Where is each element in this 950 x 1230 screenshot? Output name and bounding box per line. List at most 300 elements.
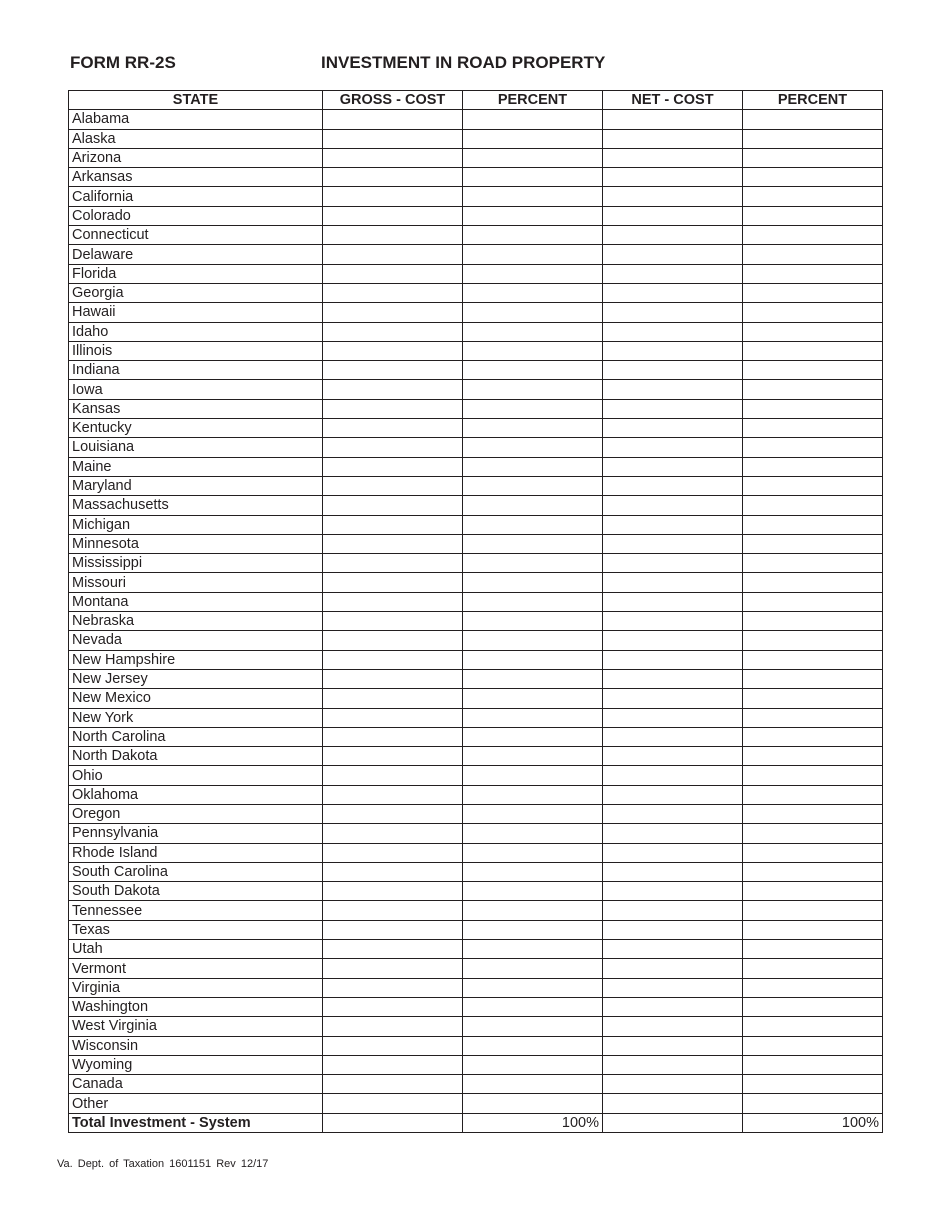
net-cost-cell[interactable] xyxy=(603,785,743,804)
net-percent-cell[interactable] xyxy=(743,920,883,939)
net-percent-cell[interactable] xyxy=(743,631,883,650)
net-percent-cell[interactable] xyxy=(743,1036,883,1055)
total-net-cost-cell[interactable] xyxy=(603,1113,743,1132)
gross-cost-cell[interactable] xyxy=(323,1075,463,1094)
gross-cost-cell[interactable] xyxy=(323,322,463,341)
gross-percent-cell[interactable] xyxy=(463,573,603,592)
net-cost-cell[interactable] xyxy=(603,882,743,901)
net-cost-cell[interactable] xyxy=(603,554,743,573)
gross-percent-cell[interactable] xyxy=(463,747,603,766)
net-percent-cell[interactable] xyxy=(743,129,883,148)
gross-cost-cell[interactable] xyxy=(323,515,463,534)
net-percent-cell[interactable] xyxy=(743,341,883,360)
net-cost-cell[interactable] xyxy=(603,920,743,939)
gross-percent-cell[interactable] xyxy=(463,1055,603,1074)
gross-cost-cell[interactable] xyxy=(323,554,463,573)
gross-cost-cell[interactable] xyxy=(323,476,463,495)
table-row xyxy=(69,457,883,476)
table-row xyxy=(69,419,883,438)
net-percent-cell[interactable] xyxy=(743,978,883,997)
table-row xyxy=(69,264,883,283)
gross-percent-cell[interactable] xyxy=(463,940,603,959)
state-name: South Dakota xyxy=(69,882,323,901)
net-cost-cell[interactable] xyxy=(603,862,743,881)
gross-percent-cell[interactable] xyxy=(463,457,603,476)
table-row xyxy=(69,843,883,862)
net-percent-cell[interactable] xyxy=(743,708,883,727)
gross-percent-cell[interactable] xyxy=(463,187,603,206)
table-row xyxy=(69,631,883,650)
state-name: Louisiana xyxy=(69,438,323,457)
table-row xyxy=(69,727,883,746)
gross-cost-cell[interactable] xyxy=(323,612,463,631)
gross-cost-cell[interactable] xyxy=(323,110,463,129)
col-header-net-percent: PERCENT xyxy=(743,91,883,110)
state-name: Alaska xyxy=(69,129,323,148)
table-row xyxy=(69,496,883,515)
net-cost-cell[interactable] xyxy=(603,997,743,1016)
net-percent-cell[interactable] xyxy=(743,380,883,399)
table-row xyxy=(69,920,883,939)
net-cost-cell[interactable] xyxy=(603,689,743,708)
state-name: Kansas xyxy=(69,399,323,418)
net-percent-cell[interactable] xyxy=(743,438,883,457)
gross-cost-cell[interactable] xyxy=(323,959,463,978)
net-percent-cell[interactable] xyxy=(743,1075,883,1094)
table-row xyxy=(69,438,883,457)
net-percent-cell[interactable] xyxy=(743,766,883,785)
gross-percent-cell[interactable] xyxy=(463,959,603,978)
net-cost-cell[interactable] xyxy=(603,592,743,611)
gross-cost-cell[interactable] xyxy=(323,978,463,997)
total-gross-cost-cell[interactable] xyxy=(323,1113,463,1132)
net-percent-cell[interactable] xyxy=(743,361,883,380)
net-percent-cell[interactable] xyxy=(743,592,883,611)
net-cost-cell[interactable] xyxy=(603,747,743,766)
net-cost-cell[interactable] xyxy=(603,168,743,187)
gross-percent-cell[interactable] xyxy=(463,920,603,939)
gross-percent-cell[interactable] xyxy=(463,399,603,418)
state-name: New Jersey xyxy=(69,669,323,688)
net-cost-cell[interactable] xyxy=(603,476,743,495)
gross-cost-cell[interactable] xyxy=(323,920,463,939)
col-header-gross-cost: GROSS - COST xyxy=(323,91,463,110)
gross-cost-cell[interactable] xyxy=(323,747,463,766)
net-cost-cell[interactable] xyxy=(603,631,743,650)
net-cost-cell[interactable] xyxy=(603,419,743,438)
table-row xyxy=(69,322,883,341)
net-percent-cell[interactable] xyxy=(743,862,883,881)
gross-cost-cell[interactable] xyxy=(323,804,463,823)
gross-cost-cell[interactable] xyxy=(323,129,463,148)
gross-cost-cell[interactable] xyxy=(323,399,463,418)
net-percent-cell[interactable] xyxy=(743,283,883,302)
col-header-state: STATE xyxy=(69,91,323,110)
net-cost-cell[interactable] xyxy=(603,1017,743,1036)
gross-cost-cell[interactable] xyxy=(323,380,463,399)
net-percent-cell[interactable] xyxy=(743,901,883,920)
gross-cost-cell[interactable] xyxy=(323,148,463,167)
gross-percent-cell[interactable] xyxy=(463,824,603,843)
gross-cost-cell[interactable] xyxy=(323,997,463,1016)
gross-cost-cell[interactable] xyxy=(323,882,463,901)
gross-percent-cell[interactable] xyxy=(463,843,603,862)
net-percent-cell[interactable] xyxy=(743,824,883,843)
gross-cost-cell[interactable] xyxy=(323,901,463,920)
gross-percent-cell[interactable] xyxy=(463,1036,603,1055)
gross-percent-cell[interactable] xyxy=(463,901,603,920)
state-name: Massachusetts xyxy=(69,496,323,515)
net-cost-cell[interactable] xyxy=(603,534,743,553)
net-cost-cell[interactable] xyxy=(603,322,743,341)
gross-cost-cell[interactable] xyxy=(323,1094,463,1113)
state-name: Nevada xyxy=(69,631,323,650)
net-percent-cell[interactable] xyxy=(743,573,883,592)
net-cost-cell[interactable] xyxy=(603,264,743,283)
state-name: Wyoming xyxy=(69,1055,323,1074)
net-cost-cell[interactable] xyxy=(603,283,743,302)
gross-percent-cell[interactable] xyxy=(463,978,603,997)
table-row xyxy=(69,341,883,360)
state-name: South Carolina xyxy=(69,862,323,881)
state-name: New Hampshire xyxy=(69,650,323,669)
net-percent-cell[interactable] xyxy=(743,843,883,862)
net-cost-cell[interactable] xyxy=(603,496,743,515)
net-percent-cell[interactable] xyxy=(743,457,883,476)
net-cost-cell[interactable] xyxy=(603,457,743,476)
net-percent-cell[interactable] xyxy=(743,1094,883,1113)
net-cost-cell[interactable] xyxy=(603,766,743,785)
gross-cost-cell[interactable] xyxy=(323,534,463,553)
gross-cost-cell[interactable] xyxy=(323,573,463,592)
gross-percent-cell[interactable] xyxy=(463,148,603,167)
net-cost-cell[interactable] xyxy=(603,148,743,167)
gross-percent-cell[interactable] xyxy=(463,1075,603,1094)
net-percent-cell[interactable] xyxy=(743,187,883,206)
gross-cost-cell[interactable] xyxy=(323,631,463,650)
state-name: Washington xyxy=(69,997,323,1016)
gross-cost-cell[interactable] xyxy=(323,669,463,688)
net-percent-cell[interactable] xyxy=(743,689,883,708)
net-percent-cell[interactable] xyxy=(743,399,883,418)
net-cost-cell[interactable] xyxy=(603,303,743,322)
net-cost-cell[interactable] xyxy=(603,226,743,245)
table-row xyxy=(69,226,883,245)
gross-cost-cell[interactable] xyxy=(323,766,463,785)
gross-cost-cell[interactable] xyxy=(323,1017,463,1036)
gross-cost-cell[interactable] xyxy=(323,245,463,264)
state-name: Missouri xyxy=(69,573,323,592)
gross-cost-cell[interactable] xyxy=(323,862,463,881)
net-cost-cell[interactable] xyxy=(603,669,743,688)
table-row xyxy=(69,1017,883,1036)
net-percent-cell[interactable] xyxy=(743,245,883,264)
state-name: Tennessee xyxy=(69,901,323,920)
gross-cost-cell[interactable] xyxy=(323,824,463,843)
table-row xyxy=(69,303,883,322)
net-percent-cell[interactable] xyxy=(743,419,883,438)
gross-cost-cell[interactable] xyxy=(323,592,463,611)
gross-percent-cell[interactable] xyxy=(463,496,603,515)
net-cost-cell[interactable] xyxy=(603,206,743,225)
gross-percent-cell[interactable] xyxy=(463,1017,603,1036)
net-percent-cell[interactable] xyxy=(743,747,883,766)
gross-percent-cell[interactable] xyxy=(463,303,603,322)
net-percent-cell[interactable] xyxy=(743,206,883,225)
net-percent-cell[interactable] xyxy=(743,515,883,534)
gross-percent-cell[interactable] xyxy=(463,283,603,302)
net-percent-cell[interactable] xyxy=(743,148,883,167)
gross-percent-cell[interactable] xyxy=(463,766,603,785)
gross-percent-cell[interactable] xyxy=(463,110,603,129)
gross-cost-cell[interactable] xyxy=(323,168,463,187)
net-cost-cell[interactable] xyxy=(603,129,743,148)
net-cost-cell[interactable] xyxy=(603,708,743,727)
state-name: Rhode Island xyxy=(69,843,323,862)
gross-percent-cell[interactable] xyxy=(463,669,603,688)
state-name: Ohio xyxy=(69,766,323,785)
state-name: Canada xyxy=(69,1075,323,1094)
net-cost-cell[interactable] xyxy=(603,399,743,418)
gross-percent-cell[interactable] xyxy=(463,341,603,360)
state-name: New Mexico xyxy=(69,689,323,708)
net-percent-cell[interactable] xyxy=(743,476,883,495)
col-header-net-cost: NET - COST xyxy=(603,91,743,110)
state-name: Hawaii xyxy=(69,303,323,322)
total-gross-percent: 100% xyxy=(463,1113,603,1132)
net-cost-cell[interactable] xyxy=(603,978,743,997)
gross-percent-cell[interactable] xyxy=(463,804,603,823)
net-percent-cell[interactable] xyxy=(743,554,883,573)
net-cost-cell[interactable] xyxy=(603,361,743,380)
net-cost-cell[interactable] xyxy=(603,341,743,360)
table-row xyxy=(69,592,883,611)
net-cost-cell[interactable] xyxy=(603,959,743,978)
net-percent-cell[interactable] xyxy=(743,997,883,1016)
gross-percent-cell[interactable] xyxy=(463,997,603,1016)
net-percent-cell[interactable] xyxy=(743,612,883,631)
col-header-gross-percent: PERCENT xyxy=(463,91,603,110)
net-percent-cell[interactable] xyxy=(743,882,883,901)
state-name: Maryland xyxy=(69,476,323,495)
net-percent-cell[interactable] xyxy=(743,785,883,804)
net-cost-cell[interactable] xyxy=(603,187,743,206)
gross-percent-cell[interactable] xyxy=(463,708,603,727)
table-row xyxy=(69,689,883,708)
gross-percent-cell[interactable] xyxy=(463,862,603,881)
net-percent-cell[interactable] xyxy=(743,650,883,669)
net-cost-cell[interactable] xyxy=(603,380,743,399)
net-cost-cell[interactable] xyxy=(603,245,743,264)
gross-percent-cell[interactable] xyxy=(463,476,603,495)
table-row xyxy=(69,554,883,573)
net-cost-cell[interactable] xyxy=(603,612,743,631)
state-name: Iowa xyxy=(69,380,323,399)
state-name: Florida xyxy=(69,264,323,283)
table-row xyxy=(69,168,883,187)
state-name: North Carolina xyxy=(69,727,323,746)
table-row xyxy=(69,1036,883,1055)
table-row xyxy=(69,245,883,264)
table-row xyxy=(69,515,883,534)
gross-cost-cell[interactable] xyxy=(323,283,463,302)
gross-cost-cell[interactable] xyxy=(323,496,463,515)
gross-percent-cell[interactable] xyxy=(463,592,603,611)
state-name: Georgia xyxy=(69,283,323,302)
net-percent-cell[interactable] xyxy=(743,534,883,553)
state-name: Colorado xyxy=(69,206,323,225)
state-name: Arizona xyxy=(69,148,323,167)
state-name: Oklahoma xyxy=(69,785,323,804)
gross-percent-cell[interactable] xyxy=(463,438,603,457)
gross-cost-cell[interactable] xyxy=(323,1036,463,1055)
gross-cost-cell[interactable] xyxy=(323,419,463,438)
net-cost-cell[interactable] xyxy=(603,110,743,129)
state-name: Kentucky xyxy=(69,419,323,438)
net-percent-cell[interactable] xyxy=(743,940,883,959)
table-row xyxy=(69,1075,883,1094)
state-name: Idaho xyxy=(69,322,323,341)
state-name: Illinois xyxy=(69,341,323,360)
header-row xyxy=(69,91,883,110)
net-cost-cell[interactable] xyxy=(603,843,743,862)
state-name: Alabama xyxy=(69,110,323,129)
table-row xyxy=(69,650,883,669)
gross-cost-cell[interactable] xyxy=(323,785,463,804)
gross-percent-cell[interactable] xyxy=(463,322,603,341)
net-percent-cell[interactable] xyxy=(743,168,883,187)
gross-percent-cell[interactable] xyxy=(463,554,603,573)
net-cost-cell[interactable] xyxy=(603,727,743,746)
table-row xyxy=(69,747,883,766)
table-row xyxy=(69,785,883,804)
gross-cost-cell[interactable] xyxy=(323,843,463,862)
state-name: Mississippi xyxy=(69,554,323,573)
gross-percent-cell[interactable] xyxy=(463,534,603,553)
gross-cost-cell[interactable] xyxy=(323,457,463,476)
gross-percent-cell[interactable] xyxy=(463,168,603,187)
gross-cost-cell[interactable] xyxy=(323,1055,463,1074)
investment-table xyxy=(68,90,883,1133)
net-cost-cell[interactable] xyxy=(603,824,743,843)
gross-percent-cell[interactable] xyxy=(463,689,603,708)
net-cost-cell[interactable] xyxy=(603,573,743,592)
net-cost-cell[interactable] xyxy=(603,1075,743,1094)
gross-cost-cell[interactable] xyxy=(323,341,463,360)
gross-cost-cell[interactable] xyxy=(323,940,463,959)
state-name: Utah xyxy=(69,940,323,959)
table-row xyxy=(69,940,883,959)
state-name: Connecticut xyxy=(69,226,323,245)
net-percent-cell[interactable] xyxy=(743,1017,883,1036)
gross-cost-cell[interactable] xyxy=(323,303,463,322)
net-cost-cell[interactable] xyxy=(603,515,743,534)
net-percent-cell[interactable] xyxy=(743,727,883,746)
gross-cost-cell[interactable] xyxy=(323,264,463,283)
gross-percent-cell[interactable] xyxy=(463,245,603,264)
gross-percent-cell[interactable] xyxy=(463,785,603,804)
net-percent-cell[interactable] xyxy=(743,804,883,823)
state-name: Wisconsin xyxy=(69,1036,323,1055)
net-cost-cell[interactable] xyxy=(603,1094,743,1113)
net-cost-cell[interactable] xyxy=(603,804,743,823)
gross-percent-cell[interactable] xyxy=(463,419,603,438)
table-row xyxy=(69,824,883,843)
gross-percent-cell[interactable] xyxy=(463,226,603,245)
gross-cost-cell[interactable] xyxy=(323,438,463,457)
table-row xyxy=(69,129,883,148)
gross-percent-cell[interactable] xyxy=(463,1094,603,1113)
table-row xyxy=(69,283,883,302)
gross-percent-cell[interactable] xyxy=(463,515,603,534)
table-row xyxy=(69,882,883,901)
table-row xyxy=(69,669,883,688)
table-row xyxy=(69,997,883,1016)
net-cost-cell[interactable] xyxy=(603,650,743,669)
form-id: FORM RR-2S xyxy=(70,53,176,72)
gross-cost-cell[interactable] xyxy=(323,689,463,708)
gross-percent-cell[interactable] xyxy=(463,380,603,399)
table-row xyxy=(69,1094,883,1113)
gross-percent-cell[interactable] xyxy=(463,882,603,901)
net-cost-cell[interactable] xyxy=(603,940,743,959)
gross-cost-cell[interactable] xyxy=(323,650,463,669)
table-row xyxy=(69,766,883,785)
net-percent-cell[interactable] xyxy=(743,303,883,322)
net-percent-cell[interactable] xyxy=(743,322,883,341)
net-percent-cell[interactable] xyxy=(743,226,883,245)
gross-percent-cell[interactable] xyxy=(463,650,603,669)
gross-percent-cell[interactable] xyxy=(463,631,603,650)
net-percent-cell[interactable] xyxy=(743,1055,883,1074)
gross-percent-cell[interactable] xyxy=(463,361,603,380)
net-percent-cell[interactable] xyxy=(743,496,883,515)
gross-cost-cell[interactable] xyxy=(323,206,463,225)
state-name: Other xyxy=(69,1094,323,1113)
gross-percent-cell[interactable] xyxy=(463,264,603,283)
gross-percent-cell[interactable] xyxy=(463,727,603,746)
net-percent-cell[interactable] xyxy=(743,959,883,978)
total-label: Total Investment - System xyxy=(69,1113,323,1132)
table-row xyxy=(69,901,883,920)
table-row xyxy=(69,978,883,997)
gross-cost-cell[interactable] xyxy=(323,187,463,206)
gross-cost-cell[interactable] xyxy=(323,708,463,727)
net-percent-cell[interactable] xyxy=(743,110,883,129)
net-cost-cell[interactable] xyxy=(603,1055,743,1074)
net-cost-cell[interactable] xyxy=(603,1036,743,1055)
state-name: Nebraska xyxy=(69,612,323,631)
gross-cost-cell[interactable] xyxy=(323,226,463,245)
state-name: West Virginia xyxy=(69,1017,323,1036)
table-row xyxy=(69,148,883,167)
table-row xyxy=(69,361,883,380)
table-row xyxy=(69,187,883,206)
gross-percent-cell[interactable] xyxy=(463,612,603,631)
net-cost-cell[interactable] xyxy=(603,438,743,457)
net-percent-cell[interactable] xyxy=(743,264,883,283)
gross-percent-cell[interactable] xyxy=(463,206,603,225)
gross-cost-cell[interactable] xyxy=(323,727,463,746)
gross-cost-cell[interactable] xyxy=(323,361,463,380)
net-percent-cell[interactable] xyxy=(743,669,883,688)
table-row xyxy=(69,1055,883,1074)
state-name: Maine xyxy=(69,457,323,476)
footer-text: Va. Dept. of Taxation 1601151 Rev 12/17 xyxy=(57,1158,269,1170)
total-row xyxy=(69,1113,883,1132)
gross-percent-cell[interactable] xyxy=(463,129,603,148)
net-cost-cell[interactable] xyxy=(603,901,743,920)
